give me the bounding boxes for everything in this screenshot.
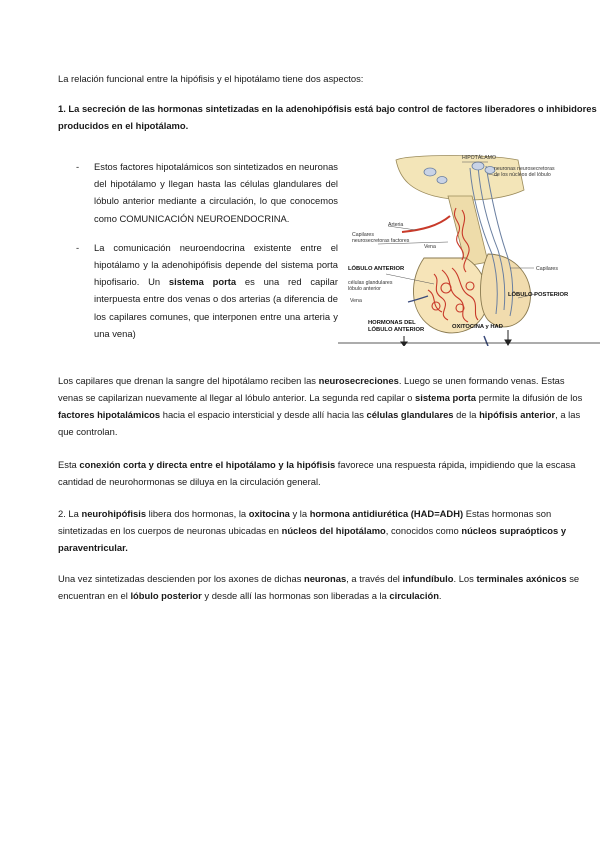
term-sistema-porta: sistema porta	[168, 276, 237, 288]
label-hormonas-del: HORMONAS DEL	[368, 320, 416, 326]
svg-text:lóbulo anterior: lóbulo anterior	[348, 286, 381, 292]
label-celulas: células glandulares	[348, 280, 393, 286]
label-hipotalamo: HIPOTÁLAMO	[462, 155, 497, 161]
bullet-dash: -	[76, 161, 80, 172]
pituitary-illustration	[338, 150, 600, 346]
label-oxitocina-had: OXITOCINA y HAD	[452, 324, 503, 330]
bullet-text: Estos factores hipotalámicos son sintetizados en neuronas del hipotálamo y llegan hasta las células glandulares del lóbulo anterior mediante a circulación, lo que conocemos como COMUNICACIÓN NEUROENDOCRINA.	[94, 161, 338, 224]
label-capilares-3: Capilares	[536, 266, 558, 272]
intro-paragraph: La relación funcional entre la hipófisis y el hipotálamo tiene dos aspectos:	[58, 73, 364, 84]
paragraph-final: Una vez sintetizadas descienden por los axones de dichas neuronas, a través del infundíbulo. Los terminales axónicos se encuentran en el lóbulo posterior y desde allí las hormonas son liberadas a la circulación.	[58, 573, 580, 601]
bullet-list	[76, 158, 338, 342]
label-vena: Vena	[424, 244, 436, 250]
bullet-item-factores	[76, 158, 338, 227]
label-lobulo-anterior: LÓBULO ANTERIOR	[348, 266, 405, 272]
label-vena-2: Vena	[350, 298, 362, 304]
bullet-dash: -	[76, 241, 80, 253]
svg-text:neurosecretoras factores: neurosecretoras factores	[352, 238, 410, 244]
point-1-paragraph	[58, 100, 597, 134]
label-arteria: Arteria	[388, 222, 404, 228]
paragraph-conexion: Esta conexión corta y directa entre el hipotálamo y la hipófisis favorece una respuesta rápida, impidiendo que la escasa cantidad de neurohormonas se diluya en la circulación general.	[58, 459, 576, 487]
svg-text:de los núcleos del lóbulo: de los núcleos del lóbulo	[494, 172, 551, 178]
svg-text:LÓBULO ANTERIOR: LÓBULO ANTERIOR	[368, 327, 425, 333]
bullet-item-sistema-porta: - La comunicación neuroendocrina existente entre el hipotálamo y la adenohipófisis depende del sistema porta hipofisario. Un sistema porta es una red capilar interpuesta entre dos venas o dos arterias (a diferencia de los capilares comunes, que interponen entre una arteria y una vena)	[76, 239, 338, 342]
pituitary-diagram	[338, 150, 600, 346]
point-2-paragraph: 2. La neurohipófisis libera dos hormonas, la oxitocina y la hormona antidiurética (HAD=ADH) Estas hormonas son sintetizadas en los cuerpos de neuronas ubicadas en núcleos del hipotálamo, conocidos como núcleos supraópticos y paraventricular.	[58, 508, 567, 553]
point-1-line-1: 1. La secreción de las hormonas sintetizadas en la adenohipófisis está bajo control de factores liberadores o inhibidores	[58, 103, 597, 114]
paragraph-capilares: Los capilares que drenan la sangre del hipotálamo reciben las neurosecreciones. Luego se unen formando venas. Estas venas se capilarizan nuevamente al llegar al lóbulo anterior. La segunda red capilar o sistema porta permite la difusión de los factores hipotalámicos hacia el espacio intersticial y desde allí hacia las células glandulares de la hipófisis anterior, a las que controlan.	[58, 375, 583, 437]
label-capilares: Capilares	[352, 232, 374, 238]
label-neuronas: neuronas neurosecretoras	[494, 166, 555, 172]
label-lobulo-posterior: LÓBULO POSTERIOR	[508, 292, 569, 298]
point-1-line-2: producidos en el hipotálamo.	[58, 120, 189, 131]
